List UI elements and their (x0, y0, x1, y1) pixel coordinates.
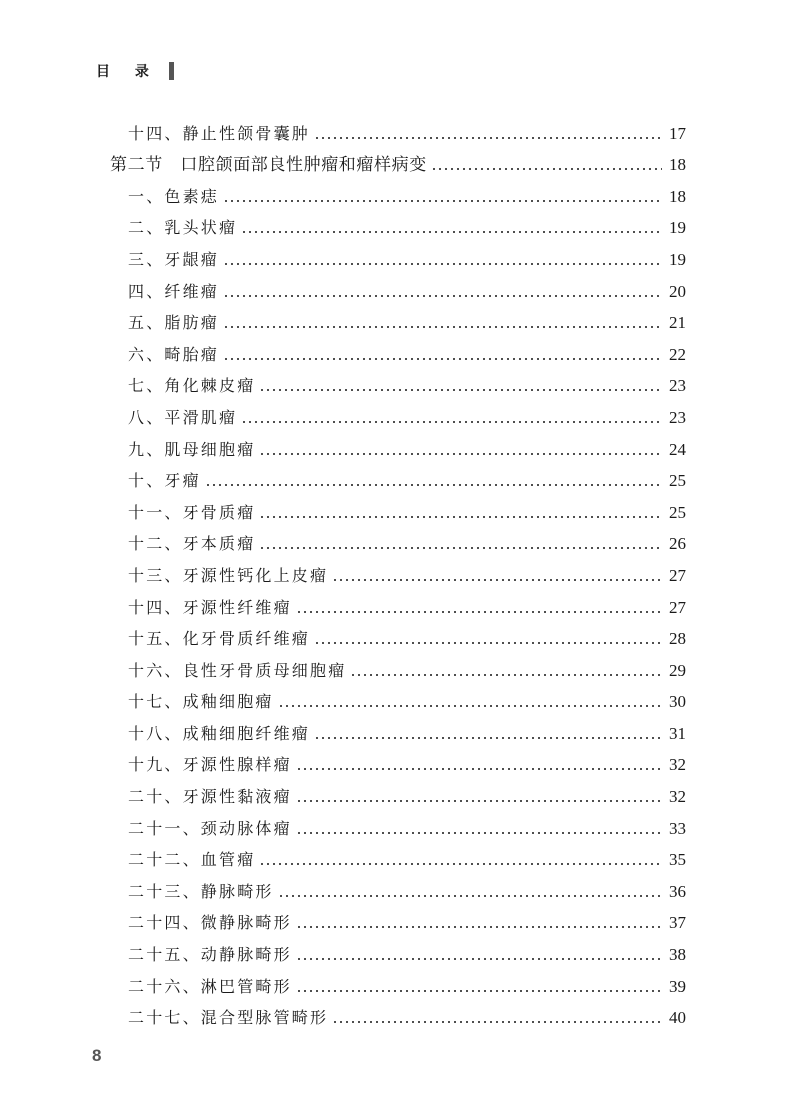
dot-leader (431, 154, 662, 176)
toc-entry-row[interactable] (0, 366, 800, 398)
running-head-bar (169, 62, 174, 80)
dot-leader (223, 344, 662, 366)
toc-entry-row[interactable] (0, 492, 800, 524)
toc-title: 六、畸胎瘤 (128, 344, 220, 364)
toc-title: 二、乳头状瘤 (128, 218, 238, 238)
toc-title: 十四、牙源性纤维瘤 (128, 597, 292, 617)
toc-page-number: 38 (669, 945, 686, 965)
toc-entry-row[interactable] (0, 397, 800, 429)
dot-leader (278, 691, 662, 713)
toc-title: 二十二、血管瘤 (128, 850, 256, 870)
toc-page-number: 23 (669, 376, 686, 396)
toc-title: 二十五、动静脉畸形 (128, 945, 292, 965)
toc-page-number: 17 (669, 123, 686, 143)
dot-leader (259, 375, 662, 397)
toc-title: 十六、良性牙骨质母细胞瘤 (128, 660, 347, 680)
toc-entry-row[interactable] (0, 745, 800, 777)
toc-title: 十二、牙本质瘤 (128, 534, 256, 554)
toc-page-number: 32 (669, 755, 686, 775)
toc-page-number: 36 (669, 881, 686, 901)
dot-leader (314, 628, 662, 650)
dot-leader (278, 881, 662, 903)
dot-leader (314, 123, 662, 145)
toc-title: 十五、化牙骨质纤维瘤 (128, 629, 311, 649)
toc-title: 十八、成釉细胞纤维瘤 (128, 723, 311, 743)
toc-page-number: 37 (669, 913, 686, 933)
toc-title: 二十六、淋巴管畸形 (128, 976, 292, 996)
toc-entry-row[interactable] (0, 524, 800, 556)
toc-page-number: 29 (669, 660, 686, 680)
toc-entry-row[interactable] (0, 966, 800, 998)
toc-entry-row[interactable] (0, 176, 800, 208)
toc-page-number: 27 (669, 597, 686, 617)
toc-entry-row[interactable] (0, 871, 800, 903)
dot-leader (259, 849, 662, 871)
dot-leader (296, 912, 662, 934)
toc-page-number: 21 (669, 313, 686, 333)
toc-title: 七、角化棘皮瘤 (128, 376, 256, 396)
dot-leader (223, 249, 662, 271)
toc-page-number: 26 (669, 534, 686, 554)
toc-entry-row[interactable] (0, 208, 800, 240)
toc-title: 十一、牙骨质瘤 (128, 502, 256, 522)
toc-entry-row[interactable] (0, 429, 800, 461)
toc-page-number: 27 (669, 565, 686, 585)
toc-page-number: 22 (669, 344, 686, 364)
toc-title: 十四、静止性颌骨囊肿 (128, 123, 311, 143)
toc-title: 十九、牙源性腺样瘤 (128, 755, 292, 775)
toc-entry-row[interactable] (0, 840, 800, 872)
toc-title: 十、牙瘤 (128, 471, 201, 491)
dot-leader (223, 281, 662, 303)
dot-leader (296, 944, 662, 966)
toc-entry-row[interactable] (0, 650, 800, 682)
running-head-text: 目 录 (96, 64, 159, 80)
toc-page-number: 32 (669, 787, 686, 807)
toc-entry-row[interactable] (0, 461, 800, 493)
toc-title: 二十七、混合型脉管畸形 (128, 1008, 329, 1028)
toc-entry-row[interactable] (0, 271, 800, 303)
toc-page-number: 35 (669, 850, 686, 870)
toc-title: 三、牙龈瘤 (128, 249, 220, 269)
page-number: 8 (92, 1046, 102, 1065)
dot-leader (296, 786, 662, 808)
dot-leader (296, 976, 662, 998)
toc-title: 一、色素痣 (128, 186, 220, 206)
toc-page-number: 19 (669, 249, 686, 269)
toc-title: 九、肌母细胞瘤 (128, 439, 256, 459)
toc-title: 二十、牙源性黏液瘤 (128, 787, 292, 807)
dot-leader (350, 660, 662, 682)
toc-page-number: 39 (669, 976, 686, 996)
running-head (96, 60, 174, 82)
toc-entry-row[interactable] (0, 303, 800, 335)
dot-leader (259, 502, 662, 524)
dot-leader (259, 439, 662, 461)
toc-title: 四、纤维瘤 (128, 281, 220, 301)
dot-leader (205, 470, 662, 492)
dot-leader (241, 407, 662, 429)
toc-entry-row[interactable] (0, 998, 800, 1030)
toc-title: 五、脂肪瘤 (128, 313, 220, 333)
toc-entry-row[interactable] (0, 934, 800, 966)
toc-section-row[interactable] (0, 145, 800, 177)
dot-leader (296, 597, 662, 619)
dot-leader (314, 723, 662, 745)
dot-leader (259, 533, 662, 555)
toc-page-number: 33 (669, 818, 686, 838)
toc-title: 十三、牙源性钙化上皮瘤 (128, 565, 329, 585)
toc-entry-row[interactable] (0, 903, 800, 935)
toc-entry-row[interactable] (0, 713, 800, 745)
toc-entry-row[interactable] (0, 113, 800, 145)
toc-page-number: 31 (669, 723, 686, 743)
toc-page-number: 24 (669, 439, 686, 459)
dot-leader (332, 1007, 662, 1029)
table-of-contents (0, 113, 800, 1029)
toc-title: 二十一、颈动脉体瘤 (128, 818, 292, 838)
toc-entry-row[interactable] (0, 334, 800, 366)
toc-page-number: 25 (669, 502, 686, 522)
dot-leader (223, 312, 662, 334)
toc-page-number: 19 (669, 218, 686, 238)
toc-page-number: 28 (669, 629, 686, 649)
dot-leader (241, 217, 662, 239)
toc-entry-row[interactable] (0, 682, 800, 714)
toc-entry-row[interactable] (0, 555, 800, 587)
toc-title: 二十三、静脉畸形 (128, 881, 274, 901)
toc-page-number: 23 (669, 407, 686, 427)
toc-entry-row[interactable] (0, 808, 800, 840)
toc-page-number: 20 (669, 281, 686, 301)
dot-leader (296, 818, 662, 840)
toc-page-number: 30 (669, 692, 686, 712)
toc-title: 八、平滑肌瘤 (128, 407, 238, 427)
toc-title: 第二节 口腔颌面部良性肿瘤和瘤样病变 (110, 155, 427, 175)
dot-leader (296, 754, 662, 776)
toc-title: 十七、成釉细胞瘤 (128, 692, 274, 712)
toc-entry-row[interactable] (0, 587, 800, 619)
toc-page-number: 40 (669, 1008, 686, 1028)
toc-page-number: 25 (669, 471, 686, 491)
toc-page-number: 18 (669, 155, 686, 175)
toc-entry-row[interactable] (0, 776, 800, 808)
toc-entry-row[interactable] (0, 239, 800, 271)
dot-leader (223, 186, 662, 208)
toc-entry-row[interactable] (0, 619, 800, 651)
toc-page-number: 18 (669, 186, 686, 206)
toc-title: 二十四、微静脉畸形 (128, 913, 292, 933)
dot-leader (332, 565, 662, 587)
